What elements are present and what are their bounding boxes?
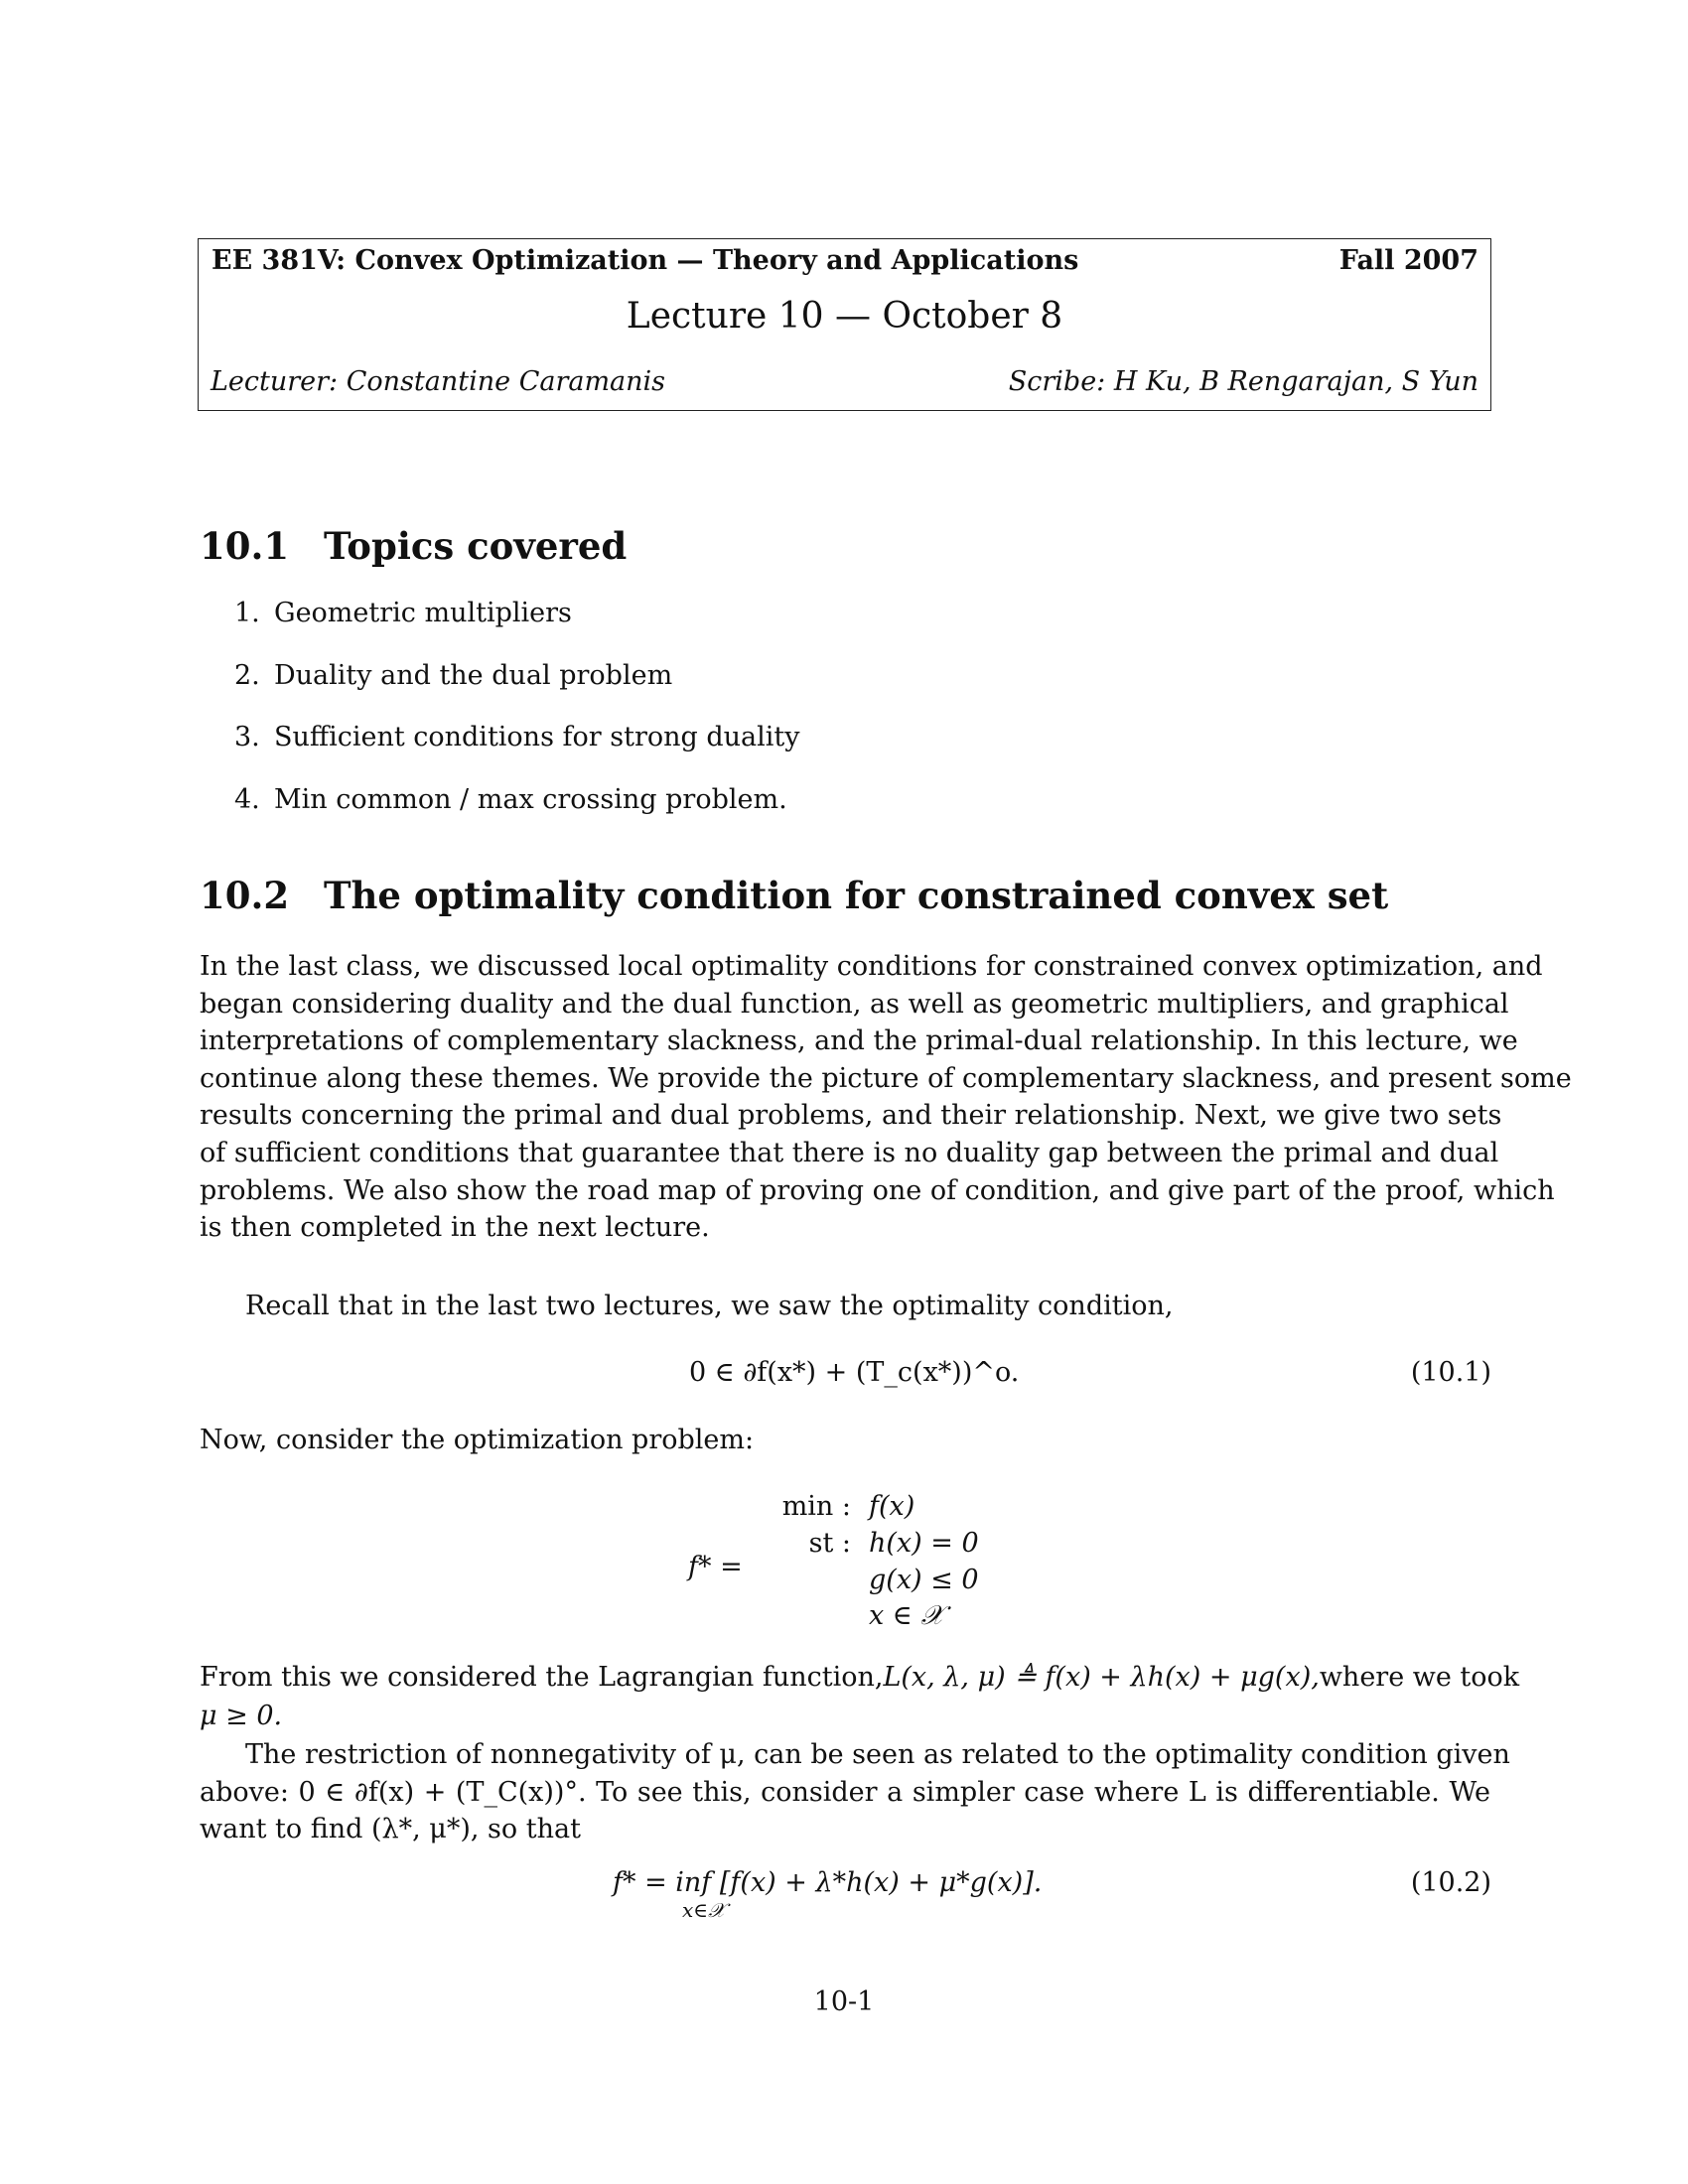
- page-number: 10-1: [813, 1986, 875, 2017]
- list-item-number: 4.: [234, 784, 260, 815]
- problem-lhs: f* =: [688, 1552, 743, 1582]
- section-title: The optimality condition for constrained convex set: [324, 874, 1389, 917]
- problem-equality-constraint: h(x) = 0: [869, 1528, 979, 1559]
- paragraph-line: above: 0 ∈ ∂f(x) + (T_C(x))°. To see this, consider a simpler case where L is differentiable. We: [200, 1776, 1490, 1808]
- list-item-text: Sufficient conditions for strong duality: [274, 722, 800, 752]
- paragraph-line: of sufficient conditions that guarantee that there is no duality gap between the primal and dual: [200, 1137, 1499, 1168]
- section-number: 10.1: [200, 524, 290, 568]
- course-title: EE 381V: Convex Optimization — Theory and Applications: [211, 245, 1079, 276]
- paragraph-line: want to find (λ*, μ*), so that: [200, 1814, 581, 1845]
- list-item-number: 3.: [234, 722, 260, 752]
- problem-intro: Now, consider the optimization problem:: [200, 1425, 755, 1455]
- section-title: Topics covered: [324, 524, 628, 568]
- paragraph-line: problems. We also show the road map of proving one of condition, and give part of the proof, which: [200, 1174, 1555, 1206]
- list-item: [234, 598, 572, 628]
- list-item: [234, 660, 672, 691]
- lecturer-label: Lecturer:: [211, 366, 339, 397]
- paragraph-line: interpretations of complementary slackness, and the primal-dual relationship. In this lecture, we: [200, 1025, 1518, 1057]
- intro-paragraph: [200, 948, 1572, 1247]
- scribe-names: H Ku, B Rengarajan, S Yun: [1113, 366, 1478, 397]
- list-item-number: 1.: [234, 598, 260, 628]
- list-item-text: Min common / max crossing problem.: [274, 784, 787, 815]
- course-term: Fall 2007: [1338, 245, 1478, 276]
- equation-number: (10.2): [1410, 1867, 1491, 1898]
- problem-label-min: min :: [781, 1491, 851, 1522]
- paragraph-line: is then completed in the next lecture.: [200, 1212, 710, 1244]
- lecturer-name: Constantine Caramanis: [346, 366, 666, 397]
- equation-text: 0 ∈ ∂f(x*) + (T_c(x*))^o.: [689, 1357, 1020, 1388]
- list-item-text: Duality and the dual problem: [274, 660, 673, 691]
- equation-subscript: x∈𝒳: [682, 1898, 726, 1922]
- list-item: [234, 784, 787, 815]
- list-item-number: 2.: [234, 660, 260, 691]
- paragraph-line: In the last class, we discussed local optimality conditions for constrained convex optimization, and: [200, 951, 1543, 982]
- lagrangian-line: [200, 1662, 1520, 1693]
- scribe: [1009, 366, 1478, 397]
- mu-nonneg: μ ≥ 0.: [200, 1701, 283, 1731]
- lagrangian-text-a: From this we considered the Lagrangian function,: [200, 1662, 884, 1693]
- problem-label-st: st :: [808, 1528, 851, 1559]
- section-heading-topics: [200, 524, 627, 568]
- problem-inequality-constraint: g(x) ≤ 0: [869, 1565, 979, 1595]
- paragraph-line: began considering duality and the dual function, as well as geometric multipliers, and graphical: [200, 988, 1509, 1020]
- paragraph-line: The restriction of nonnegativity of μ, can be seen as related to the optimality condition given: [245, 1739, 1510, 1770]
- lecturer: [211, 366, 665, 397]
- section-heading-optimality: [200, 874, 1388, 917]
- section-number: 10.2: [200, 874, 290, 917]
- lecture-header-box: [198, 238, 1491, 411]
- restriction-paragraph: [200, 1736, 1510, 1848]
- equation-10-1: [689, 1357, 1019, 1388]
- problem-set-constraint: x ∈ 𝒳: [869, 1600, 944, 1631]
- paragraph-line: results concerning the primal and dual problems, and their relationship. Next, we give two sets: [200, 1100, 1502, 1132]
- equation-10-2: [613, 1867, 1042, 1898]
- problem-objective: f(x): [869, 1491, 915, 1522]
- lagrangian-text-b: where we took: [1319, 1662, 1520, 1693]
- equation-text: f* = inf [f(x) + λ*h(x) + μ*g(x)].: [613, 1867, 1043, 1898]
- list-item-text: Geometric multipliers: [274, 598, 572, 628]
- lagrangian-formula: L(x, λ, μ) ≜ f(x) + λh(x) + μg(x),: [883, 1662, 1320, 1693]
- list-item: [234, 722, 800, 752]
- equation-number: (10.1): [1410, 1357, 1491, 1388]
- recall-sentence: Recall that in the last two lectures, we saw the optimality condition,: [245, 1291, 1174, 1321]
- scribe-label: Scribe:: [1008, 366, 1106, 397]
- paragraph-line: continue along these themes. We provide the picture of complementary slackness, and present some: [200, 1062, 1572, 1094]
- lecture-title: Lecture 10 — October 8: [626, 296, 1063, 337]
